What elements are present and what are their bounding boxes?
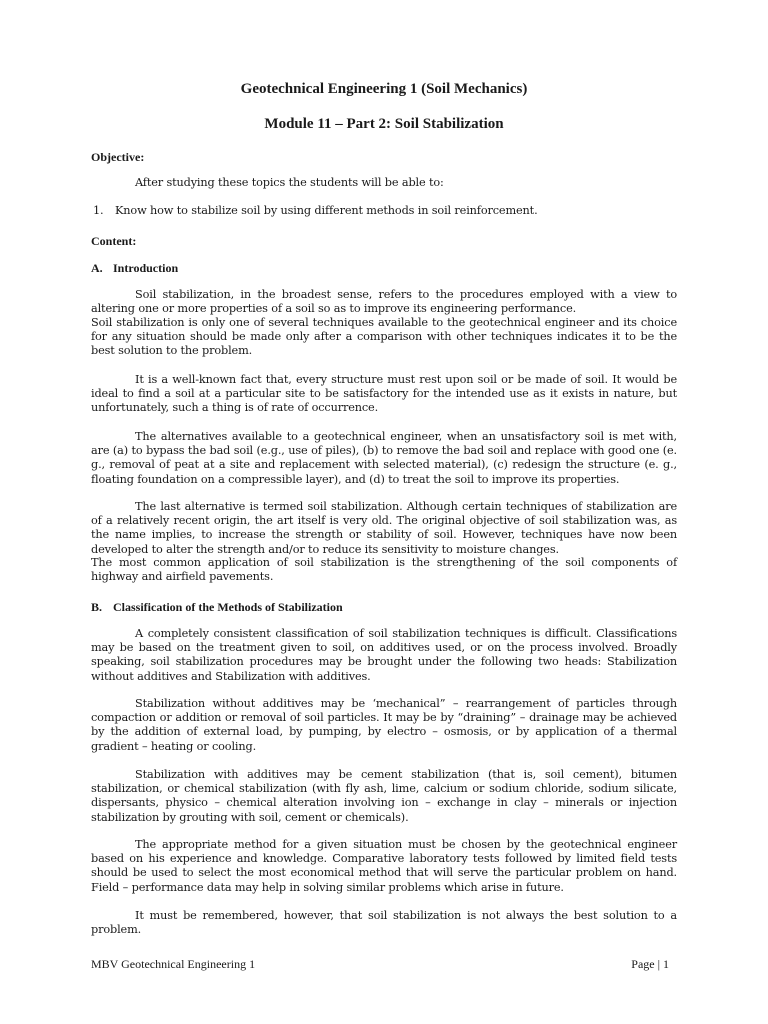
section-b-paragraph-5: It must be remembered, however, that soil stabilization is not always the best solution to a problem. <box>91 909 677 937</box>
section-a-title: Introduction <box>113 261 179 275</box>
objective-intro: After studying these topics the students will be able to: <box>135 176 444 189</box>
section-a-paragraph-6: The most common application of soil stabilization is the strengthening of the soil components of highway and airfield pavements. <box>91 556 677 584</box>
section-a-paragraph-5: The last alternative is termed soil stabilization. Although certain techniques of stabilization are of a relatively recent origin, the art itself is very old. The original objective of soil stabilization was, as the name implies, to increase the strength or stability of soil. However, techniques have now been developed to alter the strength and/or to reduce its sensitivity to moisture changes. <box>91 500 677 556</box>
objective-item-number: 1. <box>93 204 104 217</box>
objective-item-text: Know how to stabilize soil by using different methods in soil reinforcement. <box>115 204 538 217</box>
footer-course-name: MBV Geotechnical Engineering 1 <box>91 957 256 971</box>
section-b-paragraph-3: Stabilization with additives may be cement stabilization (that is, soil cement), bitumen stabilization, or chemical stabilization (with fly ash, lime, calcium or sodium chloride, sodium silicate, dispersants, physico – chemical alteration involving ion – exchange in clay – minerals or injection stabilization by grouting with soil, cement or chemicals). <box>91 768 677 824</box>
content-heading: Content: <box>91 234 137 248</box>
section-b-label: B. <box>91 600 103 614</box>
module-title: Module 11 – Part 2: Soil Stabilization <box>264 116 504 132</box>
section-a-paragraph-1: Soil stabilization, in the broadest sense, refers to the procedures employed with a view to altering one or more properties of a soil so as to improve its engineering performance. <box>91 288 677 316</box>
section-b-title: Classification of the Methods of Stabilization <box>113 600 343 614</box>
section-b-paragraph-2: Stabilization without additives may be ‘mechanical” – rearrangement of particles through compaction or addition or removal of soil particles. It may be by “draining” – drainage may be achieved by the addition of external load, by pumping, by electro – osmosis, or by application of a thermal gradient – heating or cooling. <box>91 697 677 753</box>
objective-heading: Objective: <box>91 150 145 164</box>
section-a-label: A. <box>91 261 103 275</box>
section-b-paragraph-1: A completely consistent classification of soil stabilization techniques is difficult. Classifications may be based on the treatment given to soil, on additives used, or on the process involved. Broadly speaking, soil stabilization procedures may be brought under the following two heads: Stabilization without additives and Stabilization with additives. <box>91 627 677 683</box>
document-title: Geotechnical Engineering 1 (Soil Mechanics) <box>240 81 528 97</box>
section-a-paragraph-2: Soil stabilization is only one of several techniques available to the geotechnical engineer and its choice for any situation should be made only after a comparison with other techniques indicates it to be the best solution to the problem. <box>91 316 677 358</box>
section-a-paragraph-4: The alternatives available to a geotechnical engineer, when an unsatisfactory soil is met with, are (a) to bypass the bad soil (e.g., use of piles), (b) to remove the bad soil and replace with good one (e. g., removal of peat at a site and replacement with selected material), (c) redesign the structure (e. g., floating foundation on a compressible layer), and (d) to treat the soil to improve its properties. <box>91 430 677 486</box>
footer-page-number: Page | 1 <box>631 957 669 971</box>
section-b-paragraph-4: The appropriate method for a given situation must be chosen by the geotechnical engineer based on his experience and knowledge. Comparative laboratory tests followed by limited field tests should be used to select the most economical method that will serve the particular problem on hand. Field – performance data may help in solving similar problems which arise in future. <box>91 838 677 894</box>
section-a-paragraph-3: It is a well-known fact that, every structure must rest upon soil or be made of soil. It would be ideal to find a soil at a particular site to be satisfactory for the intended use as it exists in nature, but unfortunately, such a thing is of rate of occurrence. <box>91 373 677 415</box>
